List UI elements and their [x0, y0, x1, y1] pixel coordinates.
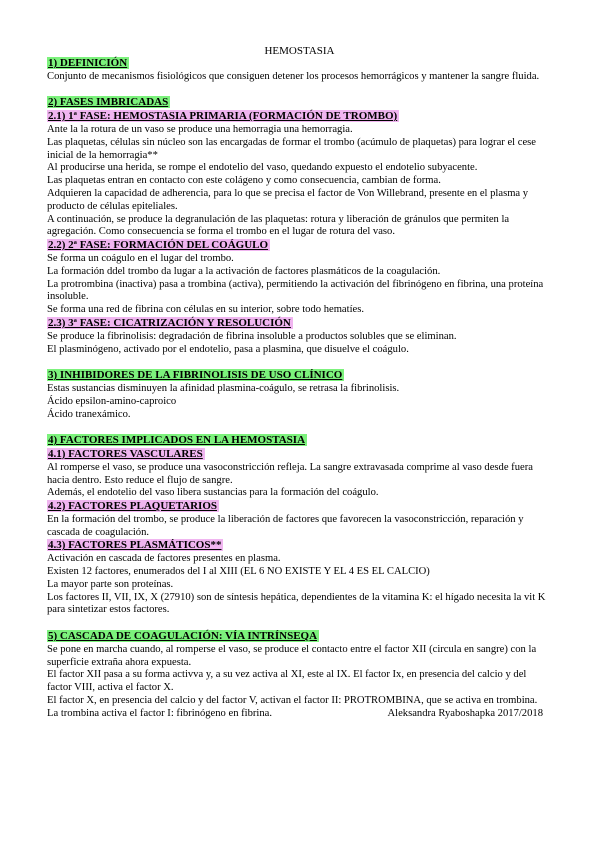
section-factores	[47, 434, 553, 617]
section-definicion	[47, 57, 553, 84]
section-heading: 4) FACTORES IMPLICADOS EN LA HEMOSTASIA	[48, 434, 306, 447]
paragraph: Ante la la rotura de un vaso se produce una hemorragia una hemorragia.	[47, 123, 353, 135]
paragraph: La trombina activa el factor I: fibrinógeno en fibrina.	[47, 707, 273, 719]
paragraph: Se pone en marcha cuando, al romperse el vaso, se produce el contacto entre el factor XII (circula en sangre) con la superficie extraña ahora expuesta.	[47, 643, 537, 668]
subsection-heading: 4.1) FACTORES VASCULARES	[48, 447, 203, 460]
section-heading: 1) DEFINICIÓN	[48, 57, 128, 69]
paragraph: Ácido tranexámico.	[47, 408, 131, 420]
section-fases	[47, 96, 553, 356]
paragraph: Al romperse el vaso, se produce una vasoconstricción refleja. La sangre extravasada comprime al vaso desde fuera hacia dentro. Esto reduce el flujo de sangre.	[47, 461, 533, 486]
document-body	[47, 57, 553, 721]
section-inhibidores	[47, 369, 553, 421]
subsection-heading: 2.1) 1ª FASE: HEMOSTASIA PRIMARIA (FORMACIÓN DE TROMBO)	[48, 110, 398, 123]
paragraph: El factor XII pasa a su forma activva y, a su vez activa al XI, este al IX. El factor Ix, en presencia del calcio y del factor VIII, activa el factor X.	[47, 669, 527, 694]
paragraph: El factor X, en presencia del calcio y del factor V, activan el factor II: PROTROMBINA, que se activa en trombina.	[47, 695, 538, 707]
section-heading: 2) FASES IMBRICADAS	[48, 96, 169, 109]
subsection-heading: 4.3) FACTORES PLASMÁTICOS**	[48, 539, 222, 552]
paragraph: Activación en cascada de factores presentes en plasma.	[47, 553, 281, 565]
author-signature: Aleksandra Ryaboshapka 2017/2018	[387, 707, 543, 719]
subsection-heading: 2.2) 2ª FASE: FORMACIÓN DEL COÁGULO	[48, 239, 269, 252]
section-heading: 5) CASCADA DE COAGULACIÓN: VÍA INTRÍNSEQA	[48, 630, 318, 643]
section-heading: 3) INHIBIDORES DE LA FIBRINOLISIS DE USO CLÍNICO	[48, 369, 343, 382]
paragraph: Se produce la fibrinolisis: degradación de fibrina insoluble a productos solubles que se eliminan.	[47, 330, 457, 342]
paragraph: Adquieren la capacidad de adherencia, para lo que se precisa el factor de Von Willebrand, presente en el plasma y producto de células epiteliales.	[47, 187, 529, 212]
paragraph: Estas sustancias disminuyen la afinidad plasmina-coágulo, se retrasa la fibrinolisis.	[47, 382, 400, 394]
paragraph: En la formación del trombo, se produce la liberación de factores que favorecen la vasoconstricción, reparación y cascada de coagulación.	[47, 513, 524, 538]
paragraph: Existen 12 factores, enumerados del I al XIII (EL 6 NO EXISTE Y EL 4 ES EL CALCIO)	[47, 566, 430, 578]
paragraph: Se forma un coágulo en el lugar del trombo.	[47, 252, 234, 264]
paragraph: La mayor parte son proteínas.	[47, 578, 174, 590]
paragraph: Las plaquetas entran en contacto con este colágeno y como consecuencia, cambian de forma.	[47, 175, 441, 187]
section-cascada	[47, 630, 553, 721]
subsection-heading: 4.2) FACTORES PLAQUETARIOS	[48, 500, 217, 513]
paragraph: Se forma una red de fibrina con células en su interior, sobre todo hematíes.	[47, 304, 364, 316]
paragraph: Los factores II, VII, IX, X (27910) son de síntesis hepática, dependientes de la vitamina K: el hígado necesita la vit K para sintetizar estos factores.	[47, 591, 546, 616]
document-title: HEMOSTASIA	[264, 45, 335, 57]
paragraph: Conjunto de mecanismos fisiológicos que consiguen detener los procesos hemorrágicos y mantener la sangre fluida.	[47, 70, 540, 82]
last-line-row	[47, 708, 553, 721]
paragraph: Ácido epsilon-amino-caproico	[47, 395, 177, 407]
paragraph: Las plaquetas, células sin núcleo son las encargadas de formar el trombo (acúmulo de plaquetas) para lograr el cese inicial de la hemorragia**	[47, 136, 536, 161]
paragraph: La formación ddel trombo da lugar a la activación de factores plasmáticos de la coagulación.	[47, 265, 441, 277]
paragraph: Además, el endotelio del vaso libera sustancias para la formación del coágulo.	[47, 487, 379, 499]
paragraph: Al producirse una herida, se rompe el endotelio del vaso, quedando expuesto el endotelio subyacente.	[47, 162, 478, 174]
paragraph: A continuación, se produce la degranulación de las plaquetas: rotura y liberación de gránulos que permiten la agregación. Como consecuencia se forma el trombo en el lugar de rotura del vaso.	[47, 213, 510, 238]
subsection-heading: 2.3) 3ª FASE: CICATRIZACIÓN Y RESOLUCIÓN	[48, 316, 291, 329]
paragraph: El plasminógeno, activado por el endotelio, pasa a plasmina, que disuelve el coágulo.	[47, 343, 409, 355]
paragraph: La protrombina (inactiva) pasa a trombina (activa), permitiendo la activación del fibrinógeno en fibrina, una proteína insoluble.	[47, 278, 544, 303]
